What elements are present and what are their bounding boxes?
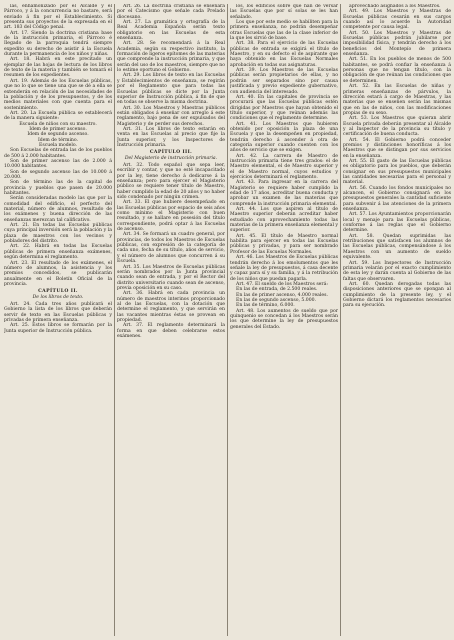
article-paragraph: Art. 21. En todas las Escuelas públicas cuya principal inversión será la población y la plaza de maestros con los vecinos y pobladores del distrito. [4,223,112,245]
article-paragraph: Art. 41. Los Maestros que hubieren obtenido por oposición la plaza de una Escuela y que la desempeñen en propiedad, tendrán derecho á ascender á otra de categoría superior cuando cuenten con los años de servicio que se exigen. [230,121,338,154]
article-paragraph: En las de entrada, de 2.500 reales. [236,287,318,293]
article-paragraph: Art. 24. Cada tres años publicará el Gobierno la lista de los libros que deberán servir de texto en las Escuelas públicas y privadas de primera enseñanza. [4,301,112,323]
article-paragraph: Art. 36. Habrá en cada provincia un número de maestros interinos proporcionado al de las Escuelas, con la dotación que determine el reglamento, y que servirán en las vacantes mientras éstas se provean en propiedad. [117,291,225,323]
article-paragraph: Art. 58. Quedan suprimidas las retribuciones que satisfacen los alumnos de las Escuelas públicas, compensándose á los Maestros con un aumento de sueldo equivalente. [343,233,451,261]
chapter-subtitle: Del Magisterio de instrucción primaria. [124,155,218,161]
column-rule [114,4,115,636]
list-item: Escuela de niños con su maestro. [19,121,97,127]
column-1 [4,4,112,636]
article-paragraph: las, enhamonizado por el Alcalde y el Párroco, y á la concurrencia no bastare, será enviado á fin por el Establecimiento. Si presenta sus proyectos de la expresada en el art. 183 del Código penal. [4,4,112,31]
chapter-heading: CAPÍTULO III. [149,150,193,156]
article-paragraph: Son Escuelas de entrada las de los pueblos de 500 á 2.000 habitantes. [4,148,112,159]
article-paragraph: Art. 43. Para ingresar en la carrera del Magisterio se requiere haber cumplido la edad de 17 años, acreditar buena conducta y aprobar un examen de las materias que comprende la instrucción primaria elemental. [230,180,338,207]
article-paragraph: Art. 59. Los Inspectores de Instrucción primaria velarán por el exacto cumplimiento de esta ley y darán cuenta al Gobierno de las faltas que observaren. [343,260,451,282]
column-rule [340,4,341,636]
list-item: Idem de primer ascenso. [29,126,87,132]
article-paragraph: Art. 27. La gramática y ortografía de la Real Academia Española serán texto obligatorio en las Escuelas de esta enseñanza. [117,20,225,42]
article-paragraph: Art. 54. El Gobierno podrá conceder premios y distinciones honoríficas á los Maestros que se distingan por sus servicios en la enseñanza. [343,137,451,159]
article-paragraph: Art. 45. El título de Maestro normal habilita para ejercer en todas las Escuelas públicas y privadas, y para ser nombrado Profesor de las Escuelas Normales. [230,233,338,255]
article-paragraph: Art. 38. Para el ejercicio de las Escuelas públicas de entrada se exigirá el título de Maestro, y en su defecto el de aspirante que haya obtenido en las Escuelas Normales aprobación en todas sus asignaturas. [230,41,338,68]
article-paragraph: Son de segundo ascenso las de 10.000 á 20.000. [4,169,112,180]
article-paragraph: aprovechado asignados á los Maestros. [349,4,441,9]
article-paragraph: Son de término las de la capital de provincia y pueblos que pasen de 20.000 habitantes. [4,180,112,197]
chapter-subtitle: De los libros de texto. [32,294,84,300]
article-paragraph: Los que por este medio se habiliten para la primera enseñanza, no podrán desempeñar otras Escuelas que las de la clase inferior de la que les sirvió de base. [230,20,338,42]
article-paragraph: Art. 30. Los Maestros y Maestras públicos están obligados á enseñar con arreglo á este reglamento, bajo pena de ser expulsados del Magisterio y de perder sus derechos. [117,105,225,127]
list-item: Idem de segundo ascenso. [27,132,89,138]
article-paragraph: Art. 52. En las Escuelas de niñas y primeras enseñanzas de párvulos, la dirección estará á cargo de Maestras, y las materias que se enseñen serán las mismas que en las de niños, con las modificaciones propias de su sexo. [343,84,451,116]
article-paragraph: Art. 48. Los aumentos de sueldo que por quinquenio se concedan á los Maestros serán los que determine la ley de presupuestos generales del Estado. [230,308,338,330]
article-paragraph: Art. 31. Los libros de texto estarán en venta en las Escuelas al precio que fije la Junta superior, y los Inspectores de Instrucción primaria. [117,126,225,148]
article-paragraph: Art. 51. En los pueblos de menos de 500 habitantes, se podrá confiar la enseñanza á personas que no tengan título, con la obligación de que reúnan las condiciones que se determinen. [343,57,451,84]
column-3 [230,4,338,636]
article-paragraph: Art. 33. El que hubiere desempeñado en las Escuelas públicas por espacio de seis años como mínimo el Magisterio con buen resultado, y se hallare en posesión del título correspondiente, podrá optar á las Escuelas de ascenso. [117,200,225,233]
article-paragraph: Art. 25. Estos libros se formarán por la Junta superior de Instrucción pública. [4,323,112,334]
article-paragraph: Art. 35. Los Maestros de Escuelas públicas serán nombrados por la Junta provincial cuando sean de entrada, y por el Rector del distrito universitario cuando sean de ascenso, previa oposición en su caso. [117,264,225,291]
chapter-heading: CAPÍTULO II. [38,289,78,295]
article-paragraph: Art. 28. Se recomendará á la Real Academia, según su respectivo instituto, la formación de ligeros epítomes de las materias que comprende la instrucción primaria, y que serán del uso de los maestros, siempre que no lo estime oportuno el Gobierno. [117,41,225,74]
article-paragraph: Art. 46. Los Maestros de Escuelas públicas tendrán derecho á los emolumentos que les señale la ley de presupuestos, á casa decente y capaz para sí y su familia, y á la retribución de los niños que puedan pagarla. [230,255,338,282]
article-paragraph: Art. 44. Los que aspiren al título de Maestro superior deberán acreditar haber estudiado con aprovechamiento todas las materias de la primera enseñanza elemental y superior. [230,207,338,234]
article-paragraph: Art. 57. Los Ayuntamientos proporcionarán local y menaje para las Escuelas públicas, conforme á las reglas que el Gobierno determine. [343,212,451,234]
article-paragraph: los, los edificios sobre que han de versar las Escuelas que por sí solas se les han señalado. [230,4,338,20]
article-paragraph: Art. 18. Habrá en este precitado un ejemplar de las hojas de lectura de los libros de texto de la materia y también se tomará el resumen de los expedientes. [4,57,112,79]
article-paragraph: Art. 17. Siendo la doctrina cristiana base de la instrucción primaria, el Párroco é Ilegado de la parroquia tendrá siempre expedito su derecho de asistir á la Escuela durante la permanencia de los niños y niñas. [4,30,112,58]
article-paragraph: Art. 20. La Escuela pública se establecerá de la manera siguiente: [4,110,112,122]
article-paragraph: Art. 23. El resultado de los exámenes, el número de alumnos, la asistencia y los premios concedidos, se publicarán anualmente en el Boletín Oficial de la provincia. [4,260,112,287]
article-paragraph: Art. 42. La carrera de Maestro de instrucción primaria tiene tres grados: el de Maestro elemental, el de Maestro superior y el de Maestro normal, cuyos estudios y ejercicios determinará el reglamento. [230,153,338,180]
article-paragraph: En las de término, 6.000. [236,303,295,309]
article-paragraph: Art. 40. En las capitales de provincia se procurará que las Escuelas públicas estén dirigidas por Maestros que hayan obtenido el título superior, y que reúnan además las condiciones que el reglamento determine. [230,94,338,122]
article-paragraph: Art. 50. Los Maestros y Maestras de Escuelas públicas podrán jubilarse por imposibilidad física, y tendrán derecho á los beneficios del Montepío de primera enseñanza. [343,30,451,58]
article-paragraph: Art. 39. Los Maestros de las Escuelas públicas serán propietarios de ellas, y no podrán ser separados sino por causa justificada y previo expediente gubernativo, con audiencia del interesado. [230,68,338,95]
article-paragraph: Art. 22. Habrá en todas las Escuelas públicas de primera enseñanza exámenes, según determina el reglamento. [4,244,112,261]
article-paragraph: En las de segundo ascenso, 5.000. [236,297,317,303]
column-4 [343,4,451,636]
article-paragraph: Art. 53. Los Maestros que quieran abrir Escuela privada deberán presentar al Alcalde y al Inspector de la provincia su título y certificación de buena conducta. [343,116,451,138]
article-paragraph: Art. 49. Los Maestros y Maestras de Escuelas públicas cesarán en sus cargos cuando así lo acuerde la Autoridad competente por causa legal. [343,9,451,31]
article-paragraph: Son de primer ascenso las de 2.000 á 10.000 habitantes. [4,158,112,170]
article-paragraph: Art. 60. Quedan derogadas todas las disposiciones anteriores que se opongan al cumplimiento de la presente ley, y el Gobierno dictará los reglamentos necesarios para su ejecución. [343,281,451,309]
article-paragraph: Art. 56. Cuando los fondos municipales no alcancen, el Gobierno consignará en los presupuestos generales la cantidad suficiente para subvenir á las atenciones de la primera enseñanza. [343,185,451,213]
article-paragraph: Art. 29. Los libros de texto en las Escuelas y Establecimientos de enseñanza, se regirán por el Reglamento que para todas las Escuelas públicas se dicte por la Junta superior de Instrucción pública, á fin de que en todas se observe la misma doctrina. [117,73,225,106]
article-paragraph: Art. 55. El gasto de las Escuelas públicas es obligatorio para los pueblos, que deberán consignar en sus presupuestos municipales las cantidades necesarias para el personal y material. [343,158,451,186]
article-paragraph: Serán consideradas modelo las que por la comodidad del edificio, el perfecto del material, número de alumnos, resultado de los exámenes y buena dirección de las enseñanzas merezcan tal calificativo. [4,196,112,223]
article-paragraph: Art. 19. Además de los Escuelas públicas, que no lo que se tiene una que se dé a ella se extenderán en relación de las necesidades de la población y de los presupuestos, y de los medios materiales con que cuenta para el sostenimiento. [4,78,112,111]
column-2 [117,4,225,636]
article-paragraph: En las de primer ascenso, 4.000 reales. [236,292,328,298]
article-paragraph: Art. 47. El sueldo de los Maestros será: [236,281,328,287]
list-item: Idem de término. [37,137,79,143]
article-paragraph: Art. 26. La doctrina cristiana se enseñará por el Catecismo que señale cada Prelado diocesano. [117,4,225,20]
list-item: Escuela modelo. [38,142,78,148]
article-paragraph: Art. 32. Todo español que sepa leer, escribir y contar, y que no esté incapacitado por la ley, tiene derecho á dedicarse á la enseñanza; pero para ejercer el Magisterio público se requiere tener título de Maestro, haber cumplido la edad de 20 años y no haber sido condenado por ningún crimen. [117,162,225,201]
article-paragraph: Art. 34. Se formará un cuadro general, por provincias, de todos los Maestros de Escuelas públicas, con expresión de la categoría de cada uno, fecha de su título, años de servicio, y el número de alumnos que concurren á su Escuela. [117,232,225,265]
column-rule [227,4,228,636]
article-paragraph: Art. 37. El reglamento determinará la forma en que deben celebrarse estos exámenes. [117,323,225,339]
